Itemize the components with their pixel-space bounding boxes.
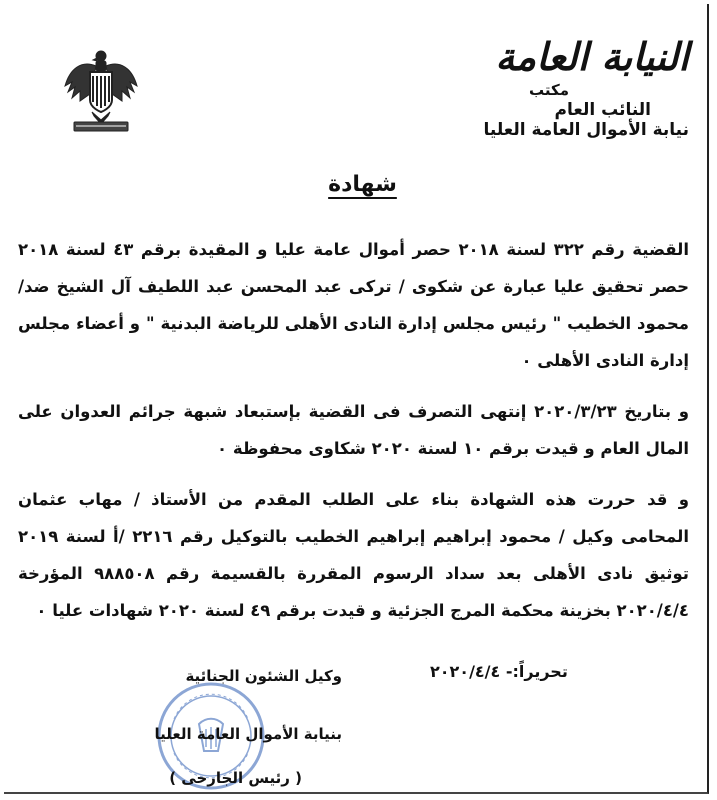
signatory-name: ( رئيس الجارحى ) [169,769,302,787]
office-line-3: نيابة الأموال العامة العليا [483,120,689,140]
paragraph-case-details: القضية رقم ٣٢٢ لسنة ٢٠١٨ حصر أموال عامة عليا و المقيدة برقم ٤٣ لسنة ٢٠١٨ حصر تحقيق عليا عبارة عن شكوى / تركى عبد المحسن عبد اللطيف آل الشيخ ضد/ محمود الخطيب " رئيس مجلس إدارة النادى الأهلى للرياضة البدنية " و أعضاء مجلس إدارة النادى الأهلى ٠ [18,240,689,370]
issue-date: تحريراً:- ٢٠٢٠/٤/٤ [430,662,568,681]
certificate-body [18,231,689,629]
signature-block [122,662,342,792]
office-line-2: النائب العام [554,100,651,120]
document-title-text: شهادة [328,172,397,197]
eagle-emblem-icon [62,46,140,136]
paragraph-decision: و بتاريخ ٢٠٢٠/٣/٢٣ إنتهى التصرف فى القضية بإستبعاد شبهة جرائم العدوان على المال العام و قيدت برقم ١٠ لسنة ٢٠٢٠ شكاوى محفوظة ٠ [18,402,689,458]
paragraph-issuance: و قد حررت هذه الشهادة بناء على الطلب المقدم من الأستاذ / مهاب عثمان المحامى وكيل / محمود إبراهيم إبراهيم الخطيب بالتوكيل رقم ٢٢١٦ /أ لسنة ٢٠١٩ توثيق نادى الأهلى بعد سداد الرسوم المقررة بالقسيمة رقم ٩٨٨٥٠٨ المؤرخة ٢٠٢٠/٤/٤ بخزينة محكمة المرج الجزئية و قيدت برقم ٤٩ لسنة ٢٠٢٠ شهادات عليا ٠ [18,490,689,620]
office-line-1: مكتب [528,81,569,99]
office-header [389,34,689,140]
document-title [4,172,717,197]
document-page [4,4,709,794]
signatory-office: بنيابة الأموال العامة العليا [154,725,342,743]
signatory-title: وكيل الشئون الجنائية [185,667,342,685]
office-name: النيابة العامة [495,34,689,79]
